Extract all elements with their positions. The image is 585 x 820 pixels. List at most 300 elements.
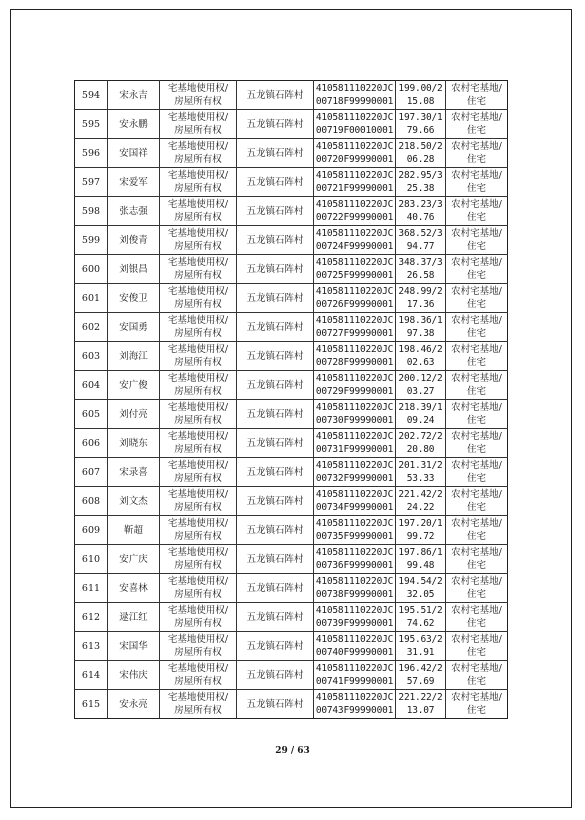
cell-usage-line: 农村宅基地/ <box>451 286 502 297</box>
cell-usage-line: 农村宅基地/ <box>451 431 502 442</box>
cell-usage-line: 住宅 <box>466 415 486 426</box>
cell-right-type-line: 宅基地使用权/ <box>167 692 229 703</box>
cell-area-line: 202.72/2 <box>398 431 443 442</box>
cell-unit-code <box>314 313 396 342</box>
table-row <box>75 429 508 458</box>
cell-usage <box>446 313 508 342</box>
cell-unit-code <box>314 516 396 545</box>
cell-right-type <box>160 255 237 284</box>
cell-owner-name: 逯江红 <box>108 603 160 632</box>
cell-unit-code-line: 00727F99990001 <box>315 328 394 339</box>
cell-usage-line: 住宅 <box>466 705 486 716</box>
cell-usage <box>446 110 508 139</box>
table-row <box>75 81 508 110</box>
cell-unit-code <box>314 690 396 719</box>
cell-usage <box>446 284 508 313</box>
cell-area-line: 06.28 <box>406 154 435 165</box>
cell-area-line: 197.86/1 <box>398 547 443 558</box>
cell-area <box>396 690 446 719</box>
cell-usage-line: 住宅 <box>466 502 486 513</box>
cell-area-line: 218.50/2 <box>398 141 443 152</box>
cell-area <box>396 429 446 458</box>
cell-right-type-line: 房屋所有权 <box>174 560 222 571</box>
cell-serial-number: 607 <box>75 458 108 487</box>
cell-usage <box>446 197 508 226</box>
cell-owner-name: 宋永吉 <box>108 81 160 110</box>
cell-right-type-line: 宅基地使用权/ <box>167 112 229 123</box>
cell-right-type-line: 宅基地使用权/ <box>167 286 229 297</box>
cell-right-type-line: 宅基地使用权/ <box>167 228 229 239</box>
cell-serial-number: 600 <box>75 255 108 284</box>
cell-usage-line: 农村宅基地/ <box>451 663 502 674</box>
cell-area-line: 99.48 <box>406 560 435 571</box>
cell-owner-name: 宋国华 <box>108 632 160 661</box>
table-row <box>75 574 508 603</box>
cell-usage-line: 住宅 <box>466 241 486 252</box>
cell-usage <box>446 168 508 197</box>
cell-usage-line: 农村宅基地/ <box>451 402 502 413</box>
cell-serial-number: 615 <box>75 690 108 719</box>
cell-unit-code <box>314 342 396 371</box>
cell-usage-line: 农村宅基地/ <box>451 112 502 123</box>
cell-usage-line: 住宅 <box>466 560 486 571</box>
cell-unit-code-line: 00738F99990001 <box>315 589 394 600</box>
cell-area-line: 02.63 <box>406 357 435 368</box>
cell-right-type <box>160 429 237 458</box>
cell-serial-number: 599 <box>75 226 108 255</box>
cell-unit-code <box>314 110 396 139</box>
cell-unit-code-line: 00724F99990001 <box>315 241 394 252</box>
cell-owner-name: 靳超 <box>108 516 160 545</box>
cell-area-line: 195.51/2 <box>398 605 443 616</box>
cell-usage-line: 农村宅基地/ <box>451 228 502 239</box>
cell-area-line: 09.24 <box>406 415 435 426</box>
cell-unit-code <box>314 632 396 661</box>
cell-location: 五龙镇石阵村 <box>237 197 314 226</box>
cell-right-type <box>160 400 237 429</box>
cell-unit-code-line: 410581110220JC <box>315 257 394 268</box>
cell-location: 五龙镇石阵村 <box>237 313 314 342</box>
cell-unit-code-line: 00725F99990001 <box>315 270 394 281</box>
cell-usage-line: 住宅 <box>466 183 486 194</box>
cell-unit-code-line: 410581110220JC <box>315 431 394 442</box>
cell-location: 五龙镇石阵村 <box>237 429 314 458</box>
cell-area-line: 198.46/2 <box>398 344 443 355</box>
cell-right-type-line: 房屋所有权 <box>174 357 222 368</box>
table-row <box>75 168 508 197</box>
cell-area-line: 24.22 <box>406 502 435 513</box>
cell-unit-code <box>314 429 396 458</box>
cell-usage-line: 住宅 <box>466 386 486 397</box>
cell-serial-number: 613 <box>75 632 108 661</box>
cell-unit-code-line: 00720F99990001 <box>315 154 394 165</box>
cell-area-line: 97.38 <box>406 328 435 339</box>
cell-right-type-line: 房屋所有权 <box>174 589 222 600</box>
cell-serial-number: 605 <box>75 400 108 429</box>
cell-unit-code <box>314 81 396 110</box>
cell-area-line: 99.72 <box>406 531 435 542</box>
cell-location: 五龙镇石阵村 <box>237 690 314 719</box>
table-row <box>75 545 508 574</box>
cell-right-type-line: 房屋所有权 <box>174 299 222 310</box>
cell-usage-line: 农村宅基地/ <box>451 257 502 268</box>
cell-usage <box>446 516 508 545</box>
cell-right-type <box>160 226 237 255</box>
cell-unit-code-line: 00729F99990001 <box>315 386 394 397</box>
table-row <box>75 371 508 400</box>
cell-right-type-line: 宅基地使用权/ <box>167 663 229 674</box>
cell-serial-number: 611 <box>75 574 108 603</box>
cell-area-line: 17.36 <box>406 299 435 310</box>
cell-location: 五龙镇石阵村 <box>237 603 314 632</box>
cell-area <box>396 255 446 284</box>
cell-area <box>396 632 446 661</box>
cell-unit-code-line: 410581110220JC <box>315 663 394 674</box>
cell-usage-line: 农村宅基地/ <box>451 605 502 616</box>
cell-right-type <box>160 458 237 487</box>
cell-usage-line: 农村宅基地/ <box>451 315 502 326</box>
cell-usage-line: 农村宅基地/ <box>451 83 502 94</box>
cell-area <box>396 661 446 690</box>
cell-unit-code <box>314 226 396 255</box>
cell-usage <box>446 255 508 284</box>
table-row <box>75 342 508 371</box>
cell-owner-name: 刘海江 <box>108 342 160 371</box>
cell-location: 五龙镇石阵村 <box>237 255 314 284</box>
cell-area-line: 53.33 <box>406 473 435 484</box>
cell-area-line: 25.38 <box>406 183 435 194</box>
table-row <box>75 632 508 661</box>
cell-owner-name: 宋伟庆 <box>108 661 160 690</box>
cell-owner-name: 刘晓东 <box>108 429 160 458</box>
cell-usage-line: 农村宅基地/ <box>451 518 502 529</box>
cell-right-type <box>160 342 237 371</box>
cell-serial-number: 602 <box>75 313 108 342</box>
cell-area-line: 20.80 <box>406 444 435 455</box>
cell-location: 五龙镇石阵村 <box>237 110 314 139</box>
cell-right-type-line: 宅基地使用权/ <box>167 315 229 326</box>
cell-owner-name: 安广庆 <box>108 545 160 574</box>
cell-area-line: 248.99/2 <box>398 286 443 297</box>
cell-area-line: 57.69 <box>406 676 435 687</box>
cell-usage-line: 农村宅基地/ <box>451 547 502 558</box>
cell-usage-line: 农村宅基地/ <box>451 460 502 471</box>
cell-owner-name: 刘银昌 <box>108 255 160 284</box>
cell-right-type-line: 房屋所有权 <box>174 125 222 136</box>
cell-unit-code <box>314 284 396 313</box>
cell-unit-code-line: 410581110220JC <box>315 547 394 558</box>
cell-right-type <box>160 110 237 139</box>
cell-area-line: 196.42/2 <box>398 663 443 674</box>
cell-area <box>396 110 446 139</box>
table-row <box>75 139 508 168</box>
cell-unit-code <box>314 661 396 690</box>
cell-usage-line: 农村宅基地/ <box>451 170 502 181</box>
cell-unit-code <box>314 168 396 197</box>
cell-area-line: 26.58 <box>406 270 435 281</box>
cell-right-type-line: 宅基地使用权/ <box>167 431 229 442</box>
cell-location: 五龙镇石阵村 <box>237 574 314 603</box>
cell-unit-code <box>314 487 396 516</box>
cell-usage <box>446 458 508 487</box>
cell-area-line: 221.42/2 <box>398 489 443 500</box>
cell-area <box>396 284 446 313</box>
cell-area-line: 194.54/2 <box>398 576 443 587</box>
cell-right-type <box>160 487 237 516</box>
cell-serial-number: 606 <box>75 429 108 458</box>
cell-unit-code-line: 00728F99990001 <box>315 357 394 368</box>
cell-area-line: 198.36/1 <box>398 315 443 326</box>
cell-right-type-line: 宅基地使用权/ <box>167 576 229 587</box>
cell-usage-line: 住宅 <box>466 618 486 629</box>
cell-right-type-line: 房屋所有权 <box>174 473 222 484</box>
cell-area <box>396 313 446 342</box>
cell-location: 五龙镇石阵村 <box>237 545 314 574</box>
page-number: 29 / 63 <box>275 746 310 756</box>
cell-unit-code-line: 00736F99990001 <box>315 560 394 571</box>
cell-unit-code-line: 410581110220JC <box>315 344 394 355</box>
cell-usage <box>446 400 508 429</box>
cell-usage-line: 农村宅基地/ <box>451 373 502 384</box>
cell-usage <box>446 139 508 168</box>
cell-area-line: 201.31/2 <box>398 460 443 471</box>
cell-unit-code-line: 410581110220JC <box>315 228 394 239</box>
table-row <box>75 458 508 487</box>
cell-unit-code-line: 410581110220JC <box>315 141 394 152</box>
table-row <box>75 487 508 516</box>
cell-usage <box>446 429 508 458</box>
cell-right-type-line: 房屋所有权 <box>174 154 222 165</box>
cell-area-line: 03.27 <box>406 386 435 397</box>
cell-usage-line: 住宅 <box>466 212 486 223</box>
cell-usage <box>446 342 508 371</box>
cell-usage-line: 农村宅基地/ <box>451 199 502 210</box>
cell-usage <box>446 226 508 255</box>
cell-usage <box>446 632 508 661</box>
cell-area <box>396 139 446 168</box>
cell-unit-code <box>314 371 396 400</box>
cell-unit-code <box>314 545 396 574</box>
cell-serial-number: 598 <box>75 197 108 226</box>
cell-location: 五龙镇石阵村 <box>237 487 314 516</box>
cell-right-type-line: 房屋所有权 <box>174 241 222 252</box>
cell-usage <box>446 603 508 632</box>
cell-location: 五龙镇石阵村 <box>237 139 314 168</box>
cell-right-type-line: 房屋所有权 <box>174 270 222 281</box>
cell-area-line: 282.95/3 <box>398 170 443 181</box>
cell-area <box>396 342 446 371</box>
cell-right-type-line: 宅基地使用权/ <box>167 547 229 558</box>
cell-unit-code-line: 410581110220JC <box>315 373 394 384</box>
cell-right-type-line: 房屋所有权 <box>174 647 222 658</box>
cell-unit-code-line: 410581110220JC <box>315 518 394 529</box>
cell-right-type <box>160 197 237 226</box>
cell-area-line: 74.62 <box>406 618 435 629</box>
cell-unit-code-line: 00719F00010001 <box>315 125 394 136</box>
cell-usage-line: 住宅 <box>466 676 486 687</box>
cell-area <box>396 458 446 487</box>
cell-location: 五龙镇石阵村 <box>237 81 314 110</box>
cell-area <box>396 574 446 603</box>
cell-usage <box>446 661 508 690</box>
cell-area-line: 199.00/2 <box>398 83 443 94</box>
cell-location: 五龙镇石阵村 <box>237 371 314 400</box>
cell-usage-line: 住宅 <box>466 357 486 368</box>
cell-serial-number: 603 <box>75 342 108 371</box>
cell-unit-code-line: 00718F99990001 <box>315 96 394 107</box>
cell-usage-line: 住宅 <box>466 589 486 600</box>
cell-right-type-line: 房屋所有权 <box>174 444 222 455</box>
cell-owner-name: 刘付亮 <box>108 400 160 429</box>
cell-usage-line: 住宅 <box>466 444 486 455</box>
cell-right-type <box>160 632 237 661</box>
cell-right-type-line: 房屋所有权 <box>174 212 222 223</box>
cell-serial-number: 612 <box>75 603 108 632</box>
cell-area-line: 368.52/3 <box>398 228 443 239</box>
cell-unit-code-line: 00739F99990001 <box>315 618 394 629</box>
cell-unit-code-line: 00743F99990001 <box>315 705 394 716</box>
cell-area-line: 348.37/3 <box>398 257 443 268</box>
cell-unit-code <box>314 139 396 168</box>
cell-location: 五龙镇石阵村 <box>237 226 314 255</box>
cell-right-type-line: 宅基地使用权/ <box>167 141 229 152</box>
cell-usage-line: 住宅 <box>466 154 486 165</box>
cell-unit-code <box>314 400 396 429</box>
cell-right-type-line: 房屋所有权 <box>174 415 222 426</box>
cell-right-type-line: 房屋所有权 <box>174 618 222 629</box>
cell-serial-number: 609 <box>75 516 108 545</box>
cell-right-type-line: 宅基地使用权/ <box>167 373 229 384</box>
cell-serial-number: 601 <box>75 284 108 313</box>
cell-area-line: 32.05 <box>406 589 435 600</box>
cell-unit-code-line: 00732F99990001 <box>315 473 394 484</box>
table-body <box>75 81 508 719</box>
cell-area <box>396 545 446 574</box>
cell-unit-code-line: 00721F99990001 <box>315 183 394 194</box>
cell-right-type <box>160 516 237 545</box>
cell-area-line: 40.76 <box>406 212 435 223</box>
cell-usage-line: 住宅 <box>466 299 486 310</box>
cell-usage <box>446 690 508 719</box>
cell-unit-code-line: 410581110220JC <box>315 199 394 210</box>
cell-area <box>396 400 446 429</box>
cell-unit-code-line: 410581110220JC <box>315 576 394 587</box>
cell-unit-code-line: 410581110220JC <box>315 83 394 94</box>
cell-location: 五龙镇石阵村 <box>237 632 314 661</box>
cell-usage-line: 住宅 <box>466 125 486 136</box>
cell-area-line: 94.77 <box>406 241 435 252</box>
table-row <box>75 110 508 139</box>
cell-right-type-line: 房屋所有权 <box>174 676 222 687</box>
cell-area-line: 31.91 <box>406 647 435 658</box>
table-row <box>75 603 508 632</box>
cell-area <box>396 516 446 545</box>
cell-unit-code-line: 00730F99990001 <box>315 415 394 426</box>
cell-area <box>396 168 446 197</box>
cell-area-line: 13.07 <box>406 705 435 716</box>
cell-owner-name: 安国祥 <box>108 139 160 168</box>
cell-location: 五龙镇石阵村 <box>237 168 314 197</box>
table-row <box>75 226 508 255</box>
cell-area-line: 197.20/1 <box>398 518 443 529</box>
cell-unit-code-line: 410581110220JC <box>315 489 394 500</box>
cell-location: 五龙镇石阵村 <box>237 458 314 487</box>
cell-unit-code <box>314 255 396 284</box>
cell-unit-code-line: 410581110220JC <box>315 460 394 471</box>
cell-usage <box>446 487 508 516</box>
cell-usage <box>446 81 508 110</box>
cell-owner-name: 宋录喜 <box>108 458 160 487</box>
cell-serial-number: 594 <box>75 81 108 110</box>
cell-owner-name: 安国勇 <box>108 313 160 342</box>
cell-right-type <box>160 284 237 313</box>
cell-area-line: 79.66 <box>406 125 435 136</box>
cell-owner-name: 安永鹏 <box>108 110 160 139</box>
cell-owner-name: 宋爱军 <box>108 168 160 197</box>
cell-right-type-line: 宅基地使用权/ <box>167 83 229 94</box>
cell-unit-code-line: 00735F99990001 <box>315 531 394 542</box>
cell-right-type <box>160 168 237 197</box>
cell-right-type-line: 宅基地使用权/ <box>167 518 229 529</box>
cell-right-type-line: 房屋所有权 <box>174 328 222 339</box>
cell-usage-line: 住宅 <box>466 647 486 658</box>
cell-usage-line: 住宅 <box>466 270 486 281</box>
cell-right-type-line: 房屋所有权 <box>174 705 222 716</box>
table-row <box>75 516 508 545</box>
cell-unit-code-line: 00726F99990001 <box>315 299 394 310</box>
table-row <box>75 661 508 690</box>
cell-right-type-line: 宅基地使用权/ <box>167 344 229 355</box>
cell-area <box>396 197 446 226</box>
cell-area <box>396 226 446 255</box>
cell-unit-code-line: 410581110220JC <box>315 170 394 181</box>
cell-right-type-line: 房屋所有权 <box>174 183 222 194</box>
cell-right-type-line: 宅基地使用权/ <box>167 605 229 616</box>
cell-unit-code-line: 410581110220JC <box>315 402 394 413</box>
cell-right-type <box>160 81 237 110</box>
cell-usage-line: 农村宅基地/ <box>451 576 502 587</box>
cell-unit-code-line: 00722F99990001 <box>315 212 394 223</box>
cell-right-type-line: 宅基地使用权/ <box>167 199 229 210</box>
cell-unit-code <box>314 458 396 487</box>
cell-owner-name: 安喜林 <box>108 574 160 603</box>
cell-usage-line: 住宅 <box>466 531 486 542</box>
cell-right-type <box>160 603 237 632</box>
cell-serial-number: 610 <box>75 545 108 574</box>
cell-area-line: 197.30/1 <box>398 112 443 123</box>
cell-area <box>396 81 446 110</box>
cell-serial-number: 596 <box>75 139 108 168</box>
cell-unit-code <box>314 197 396 226</box>
property-rights-table <box>74 80 508 719</box>
cell-area-line: 283.23/3 <box>398 199 443 210</box>
cell-right-type-line: 房屋所有权 <box>174 96 222 107</box>
cell-unit-code-line: 410581110220JC <box>315 315 394 326</box>
cell-usage-line: 农村宅基地/ <box>451 692 502 703</box>
cell-unit-code-line: 00740F99990001 <box>315 647 394 658</box>
cell-right-type <box>160 313 237 342</box>
cell-area-line: 218.39/1 <box>398 402 443 413</box>
cell-usage <box>446 545 508 574</box>
cell-unit-code-line: 00741F99990001 <box>315 676 394 687</box>
cell-area-line: 15.08 <box>406 96 435 107</box>
cell-unit-code <box>314 574 396 603</box>
table-row <box>75 197 508 226</box>
cell-area <box>396 487 446 516</box>
cell-unit-code-line: 00731F99990001 <box>315 444 394 455</box>
table-row <box>75 400 508 429</box>
cell-owner-name: 安永亮 <box>108 690 160 719</box>
